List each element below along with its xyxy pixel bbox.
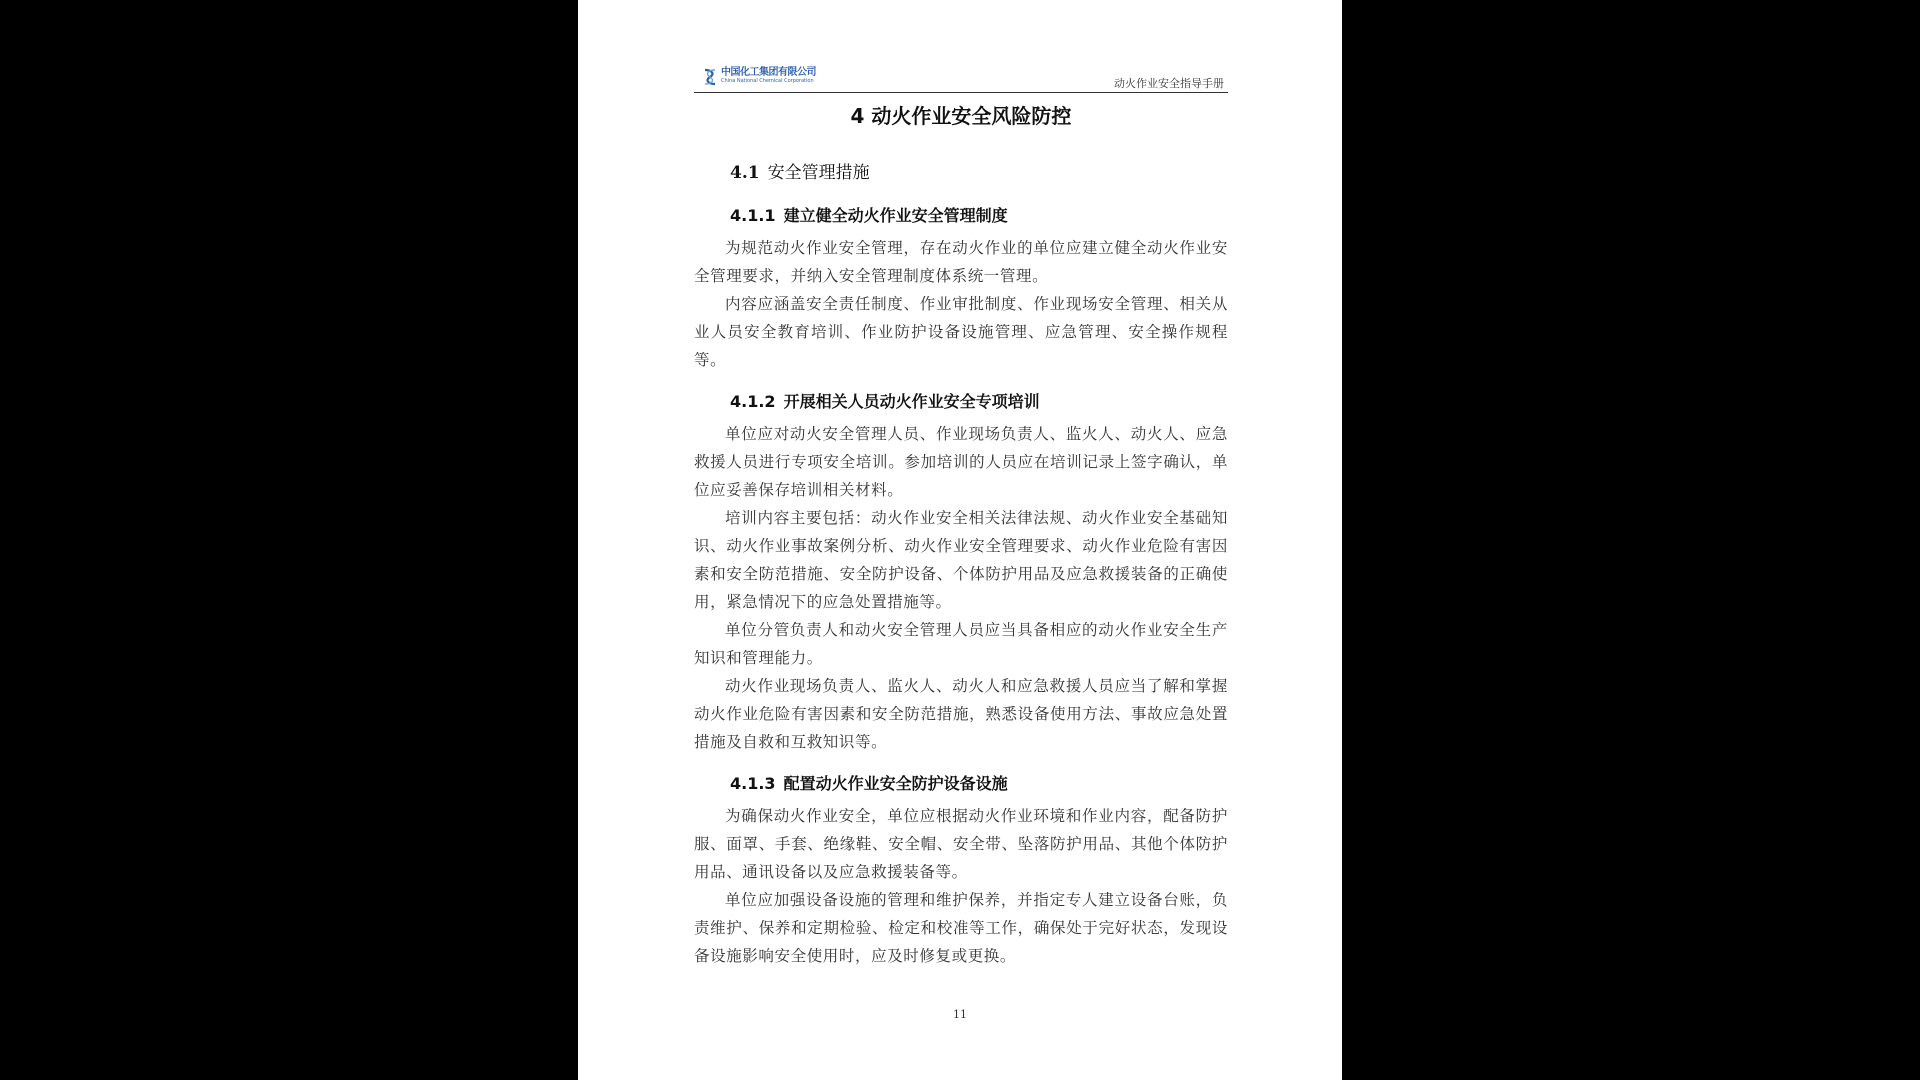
page-number: 11: [953, 1008, 967, 1021]
paragraph: 动火作业现场负责人、监火人、动火人和应急救援人员应当了解和掌握动火作业危险有害因素和安全防范措施，熟悉设备使用方法、事故应急处置措施及自救和互救知识等。: [694, 677, 1228, 751]
logo-company-name-en: China National Chemical Corporation: [721, 78, 814, 84]
subsection-title: 开展相关人员动火作业安全专项培训: [783, 392, 1040, 411]
subsection-number: 4.1.1: [730, 206, 776, 225]
paragraph: 单位应对动火安全管理人员、作业现场负责人、监火人、动火人、应急救援人员进行专项安全培训。参加培训的人员应在培训记录上签字确认，单位应妥善保存培训相关材料。: [694, 425, 1228, 499]
paragraph: 培训内容主要包括：动火作业安全相关法律法规、动火作业安全基础知识、动火作业事故案例分析、动火作业安全管理要求、动火作业危险有害因素和安全防范措施、安全防护设备、个体防护用品及应急救援装备的正确使用，紧急情况下的应急处置措施等。: [694, 509, 1228, 611]
paragraph: 为规范动火作业安全管理，存在动火作业的单位应建立健全动火作业安全管理要求，并纳入安全管理制度体系统一管理。: [694, 239, 1228, 285]
page-header: [694, 64, 1228, 93]
subsection-title: 建立健全动火作业安全管理制度: [783, 206, 1008, 225]
subsection-number: 4.1.2: [730, 392, 776, 411]
paragraph: 单位应加强设备设施的管理和维护保养，并指定专人建立设备台账，负责维护、保养和定期检验、检定和校准等工作，确保处于完好状态，发现设备设施影响安全使用时，应及时修复或更换。: [694, 891, 1228, 965]
subsection-title: 配置动火作业安全防护设备设施: [783, 774, 1008, 793]
subsection-heading-3: [730, 770, 1228, 798]
subsection-heading-2: [730, 388, 1228, 416]
logo-company-name: 中国化工集团有限公司: [721, 67, 816, 78]
header-document-title: 动火作业安全指导手册: [1114, 77, 1224, 90]
company-logo: [702, 68, 816, 86]
paragraph: 内容应涵盖安全责任制度、作业审批制度、作业现场安全管理、相关从业人员安全教育培训、作业防护设备设施管理、应急管理、安全操作规程等。: [694, 295, 1228, 369]
page-content: [694, 158, 1228, 970]
company-logo-icon: [702, 68, 718, 86]
section-title: 安全管理措施: [767, 163, 870, 183]
document-page: [578, 0, 1342, 1080]
section-number: 4.1: [730, 163, 760, 183]
chapter-title: 4 动火作业安全风险防控: [850, 104, 1072, 128]
subsection-heading-1: [730, 202, 1228, 230]
paragraph: 为确保动火作业安全，单位应根据动火作业环境和作业内容，配备防护服、面罩、手套、绝缘鞋、安全帽、安全带、坠落防护用品、其他个体防护用品、通讯设备以及应急救援装备等。: [694, 807, 1228, 881]
paragraph: 单位分管负责人和动火安全管理人员应当具备相应的动火作业安全生产知识和管理能力。: [694, 621, 1228, 667]
subsection-number: 4.1.3: [730, 774, 776, 793]
section-heading: [730, 158, 1228, 188]
